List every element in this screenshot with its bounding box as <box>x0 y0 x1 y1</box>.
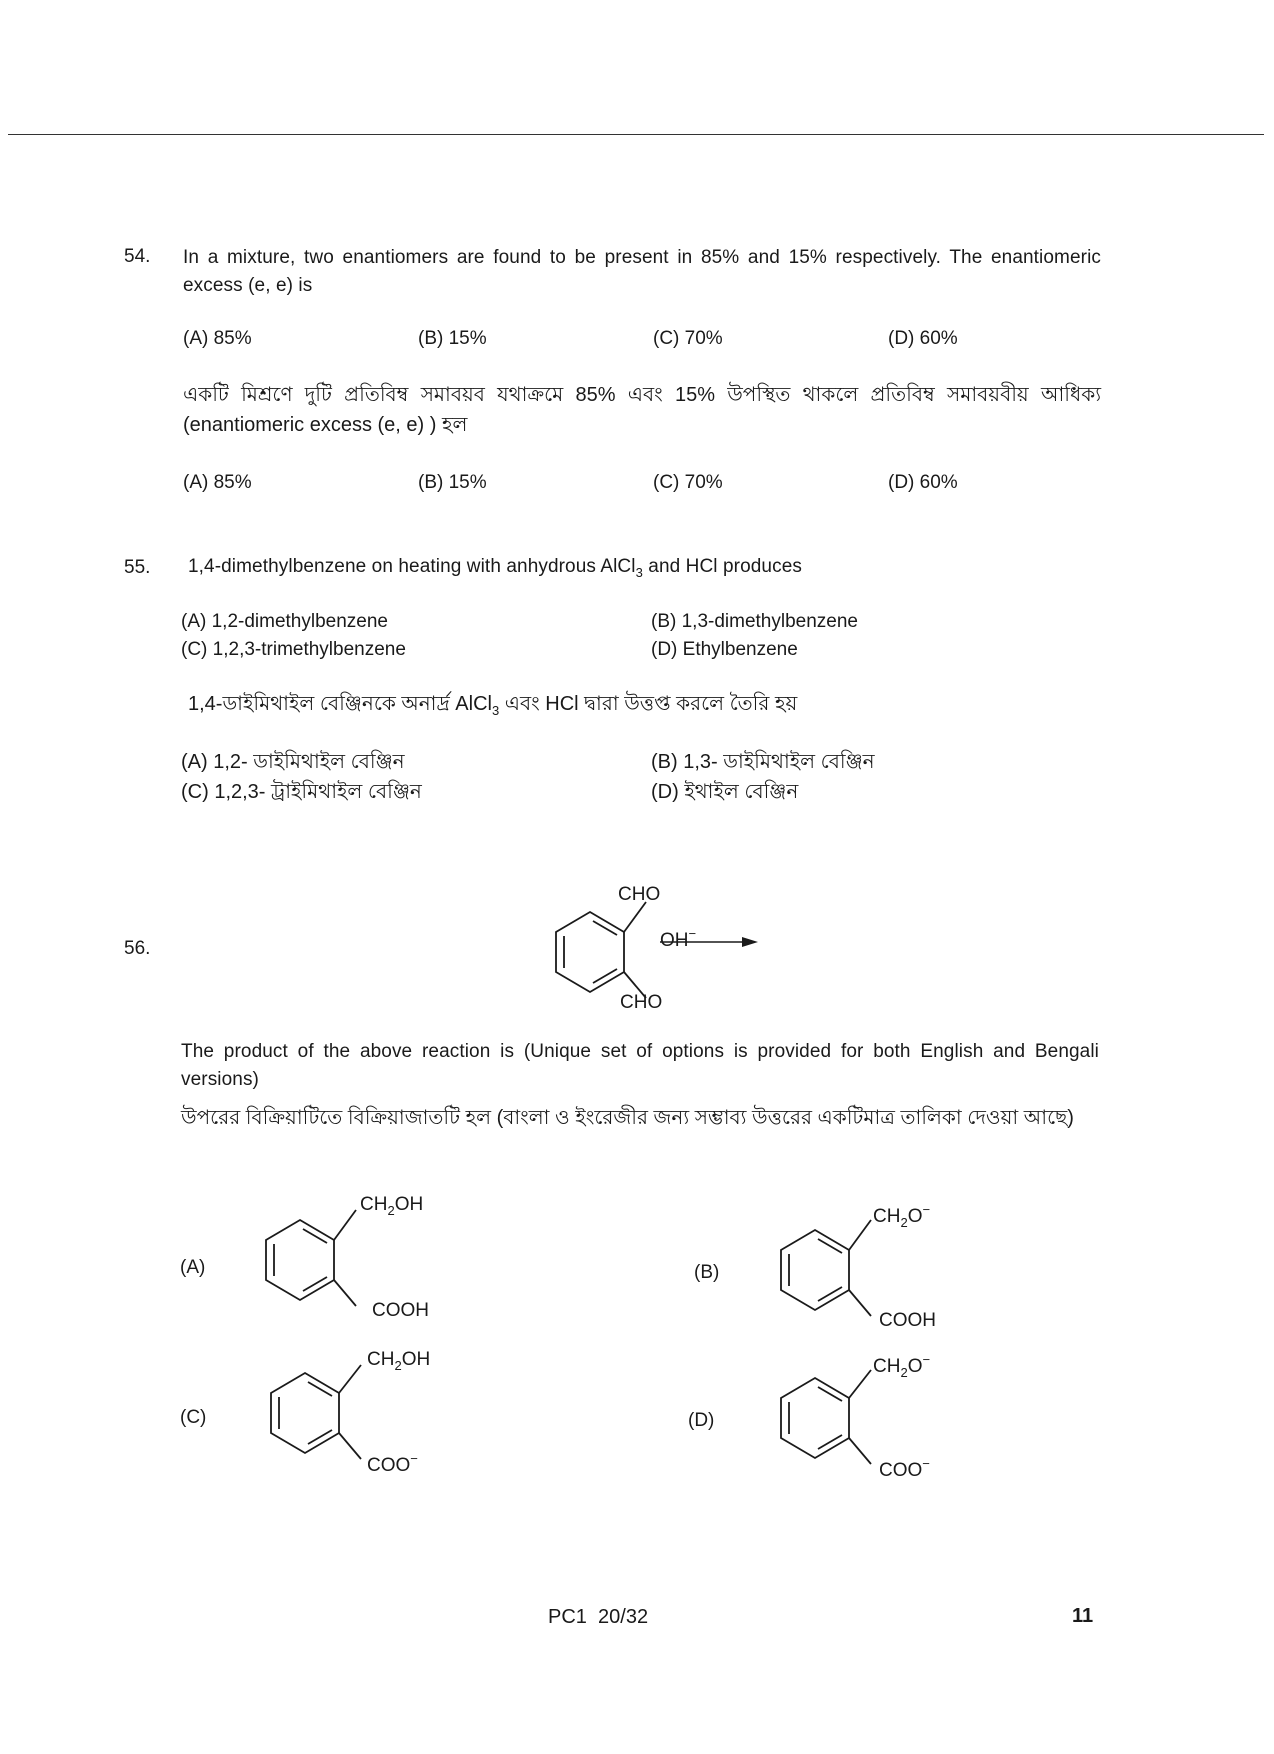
option-c-label: (C) <box>180 1407 207 1428</box>
top-divider <box>8 134 1264 135</box>
option-b-bn: (B) 1,3- ডাইমিথাইল বেঞ্জিন <box>651 751 875 773</box>
option-c-structure <box>255 1345 475 1475</box>
paper-code: PC1 <box>548 1606 587 1628</box>
question-text-bn: একটি মিশ্রণে দুটি প্রতিবিম্ব সমাবয়ব যথাক্রমে 85% এবং 15% উপস্থিত থাকলে প্রতিবিম্ব সমাবয়বীয় আধিক্য (enantiomeric excess (e, e) ) হল <box>183 384 1101 436</box>
reactant-structure <box>500 880 780 1013</box>
option-a-structure <box>250 1190 470 1320</box>
option-b-structure <box>765 1200 985 1330</box>
product-question-bn: উপরের বিক্রিয়াটিতে বিক্রিয়াজাতটি হল (বাংলা ও ইংরেজীর জন্য সম্ভাব্য উত্তরের একটিমাত্র তালিকা দেওয়া আছে) <box>181 1107 1074 1129</box>
benzene-ring <box>781 1370 871 1464</box>
option-b-en: (B) 15% <box>418 328 487 349</box>
page-footer <box>548 1606 648 1629</box>
option-a-en: (A) 1,2-dimethylbenzene <box>181 611 388 632</box>
option-c-bottom-group: COO− <box>367 1451 418 1476</box>
reagent-label: OH− <box>660 926 697 951</box>
option-a-bottom-group: COOH <box>372 1300 429 1321</box>
option-b-bottom-group: COOH <box>879 1310 936 1331</box>
benzene-ring <box>556 902 646 998</box>
footer-mark: 11 <box>1072 1605 1094 1627</box>
option-b-label: (B) <box>694 1262 720 1283</box>
option-a-bn: (A) 1,2- ডাইমিথাইল বেঞ্জিন <box>181 751 405 773</box>
option-a-top-group: $CH_2OH$ <box>360 1194 424 1218</box>
option-c-bn: (C) 70% <box>653 472 723 493</box>
option-c-en: (C) 1,2,3-trimethylbenzene <box>181 639 406 660</box>
question-number: 54. <box>124 246 151 267</box>
reactant-bottom-group: CHO <box>620 992 663 1013</box>
option-d-structure <box>765 1350 985 1480</box>
reactant-top-group: CHO <box>618 884 661 905</box>
option-c-en: (C) 70% <box>653 328 723 349</box>
benzene-ring <box>781 1220 871 1316</box>
option-a-bn: (A) 85% <box>183 472 252 493</box>
option-d-bn: (D) ইথাইল বেঞ্জিন <box>651 781 799 803</box>
option-d-top-group: $CH_2O^-$ <box>873 1352 931 1380</box>
benzene-ring <box>266 1210 356 1306</box>
question-text-en: In a mixture, two enantiomers are found to be present in 85% and 15% respectively. The enantiomeric excess (e, e) is <box>183 247 1101 296</box>
option-b-bn: (B) 15% <box>418 472 487 493</box>
option-b-top-group: $CH_2O^-$ <box>873 1202 931 1230</box>
product-question-en: The product of the above reaction is (Unique set of options is provided for both English and Bengali versions) <box>181 1041 1099 1090</box>
question-text-en: 1,4-dimethylbenzene on heating with anhydrous AlCl$_3$ and HCl produces <box>188 556 802 580</box>
option-d-en: (D) Ethylbenzene <box>651 639 798 660</box>
option-c-top-group: $CH_2OH$ <box>367 1349 431 1373</box>
option-a-en: (A) 85% <box>183 328 252 349</box>
option-d-bottom-group: COO− <box>879 1456 930 1481</box>
option-d-en: (D) 60% <box>888 328 958 349</box>
question-text-bn: 1,4-ডাইমিথাইল বেঞ্জিনকে অনার্দ্র AlCl$_3$ এবং HCl দ্বারা উত্তপ্ত করলে তৈরি হয় <box>188 693 798 718</box>
option-c-bn: (C) 1,2,3- ট্রাইমিথাইল বেঞ্জিন <box>181 781 422 803</box>
question-number: 56. <box>124 938 151 959</box>
benzene-ring <box>271 1365 361 1459</box>
option-b-en: (B) 1,3-dimethylbenzene <box>651 611 858 632</box>
arrow-head <box>742 937 758 947</box>
option-d-bn: (D) 60% <box>888 472 958 493</box>
question-number: 55. <box>124 557 151 578</box>
option-d-label: (D) <box>688 1410 715 1431</box>
page-number: 20/32 <box>598 1606 649 1628</box>
option-a-label: (A) <box>180 1257 206 1278</box>
